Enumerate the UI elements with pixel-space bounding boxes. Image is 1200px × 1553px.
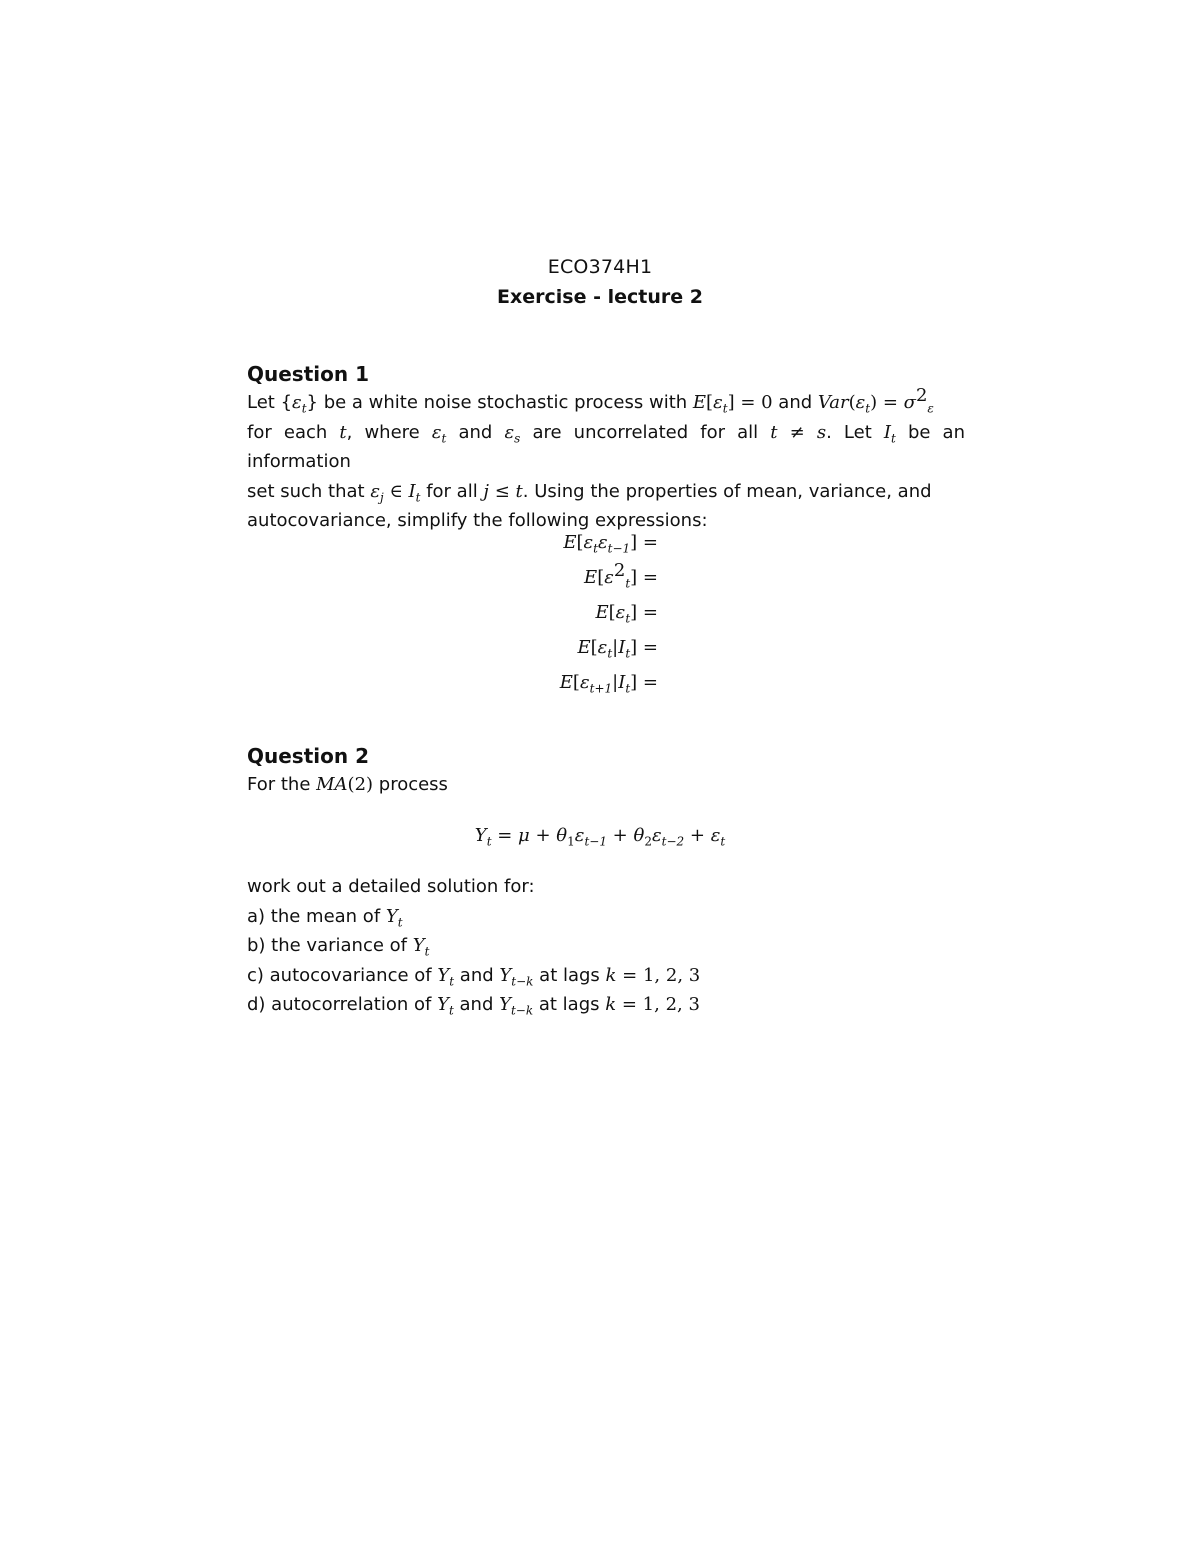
task-d: d) autocorrelation of $Y_t$ and $Y_{t-k}$ at lags k = 1, 2, 3 [247, 994, 700, 1018]
task-a: a) the mean of $Y_t$ [247, 905, 403, 930]
exercise-title: Exercise - lecture 2 [497, 286, 703, 308]
question-2-tasks [247, 872, 965, 1020]
expression-4: $E[\varepsilon_t|I_t]$ = [577, 637, 658, 661]
ma2-equation: $Y_t = \mu + \theta_1\varepsilon_{t-1} + \theta_2\varepsilon_{t-2} + \varepsilon_t$ [474, 825, 726, 849]
course-code: ECO374H1 [547, 256, 653, 278]
task-b: b) the variance of $Y_t$ [247, 935, 430, 959]
question-2-heading: Question 2 [247, 744, 369, 768]
question-2-intro: For the MA(2) process [247, 774, 448, 795]
expression-3: $E[\varepsilon_t]$ = [595, 602, 658, 626]
question-2 [247, 742, 965, 800]
expression-2: $E[\varepsilon^2_t]$ = [584, 560, 658, 591]
question-1 [247, 360, 965, 536]
question-1-text: Let $\{\varepsilon_t\}$ be a white noise stochastic process with $E[\varepsilon_t] = 0$ and $Var(\varepsilon_t) = \sigma^2_\varepsilon$ for each t, where $\varepsilon_t$ and $\varepsilon_s$ are uncorrelated for all t ≠ s. Let $I_t$ be an information set such that $\varepsilon_j$ ∈ $I_t$ for all j ≤ t. Using the properties of mean, variance, and autocovariance, simplify the following expressions: [247, 385, 965, 531]
expression-list [400, 528, 658, 703]
question-1-heading: Question 1 [247, 362, 369, 386]
expression-1: $E[\varepsilon_t\varepsilon_{t-1}]$ = [563, 532, 658, 556]
expression-5: $E[\varepsilon_{t+1}|I_t]$ = [559, 672, 658, 696]
task-c: c) autocovariance of $Y_t$ and $Y_{t-k}$ at lags k = 1, 2, 3 [247, 964, 701, 989]
task-lead: work out a detailed solution for: [247, 876, 535, 897]
